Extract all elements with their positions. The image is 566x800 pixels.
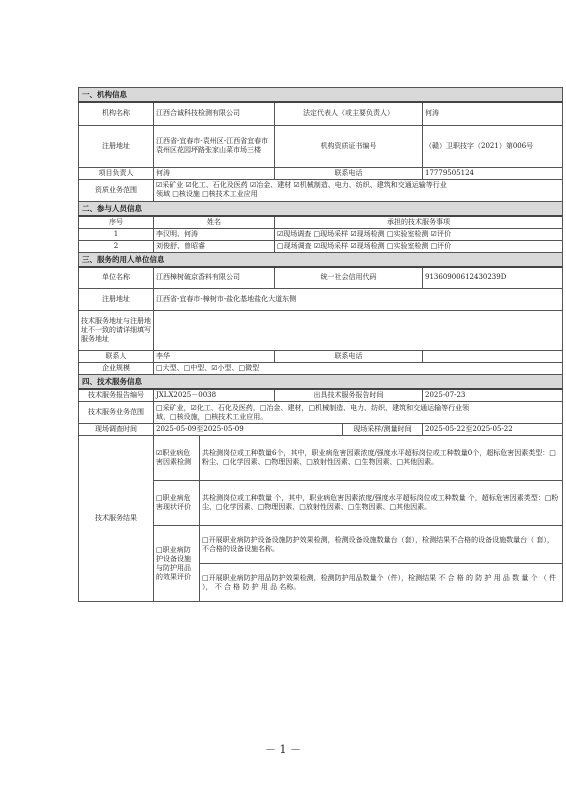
phone-label: 联系电话 (275, 167, 423, 179)
scope-line-2: 领域 □核设施 □核技术工业应用 (156, 190, 258, 198)
scope-line-1: ☑采矿业 ☑化工、石化及医药 ☑冶金、建材 ☑机械制造、电力、纺织、建筑和交通运输等行业 (156, 181, 447, 189)
result-3-text-2: □开展职业病防护用品防护效果检测，检测防护用品数量个（件），检测结果 不 合 格 的 防 护 用 品 数 量 个 （ 件 ）， 不 合 格 防 护 用 品 名称。 (200, 564, 563, 602)
pm: 何涛 (154, 167, 275, 179)
result-1-label: ☑职业病危害因素检测 (154, 436, 200, 481)
reg-addr-label: 注册地址 (79, 125, 154, 167)
unit-label: 单位名称 (79, 267, 154, 289)
result-3-text-1: □开展职业病防护设备设施防护效果检测，检测设备设施数量台（套），检测结果不合格的设备设施数量台（ 套）， 不合格的设备设施名称。 (200, 526, 563, 564)
section-3-title: 三、服务的用人单位信息 (79, 252, 563, 267)
org-name-label: 机构名称 (79, 102, 154, 125)
contact-phone (423, 351, 563, 363)
legal-rep-label: 法定代表人（或主要负责人） (275, 102, 423, 125)
result-2-label: □职业病危害现状评价 (154, 481, 200, 526)
contact: 李华 (154, 351, 275, 363)
contact-phone-label: 联系电话 (275, 351, 423, 363)
unit-reg-addr-label: 注册地址 (79, 289, 154, 311)
biz-line-2: 域，□核设施，□核技术工业应用。 (156, 412, 268, 421)
size-label: 企业规模 (79, 363, 154, 375)
svc-addr (154, 311, 563, 351)
pm-label: 项目负责人 (79, 167, 154, 179)
report-date-label: 出具技术服务报告时间 (275, 389, 423, 402)
report-date: 2025-07-23 (423, 389, 563, 402)
result-1-text: 共检测岗位或工种数量6个，其中，职业病危害因素浓度/强度水平超标岗位或工种数量0个，超标危害因素类型：□粉尘、□化学因素、□物理因素、□放射性因素、□生物因素、□其他因素。 (200, 436, 563, 481)
info-table (78, 87, 563, 602)
table-row (79, 228, 563, 240)
credit-code: 91360900612430239D (423, 267, 563, 289)
row-name: 刘俊舒、曾昭睿 (154, 240, 275, 252)
survey-label: 现场调查时间 (79, 424, 154, 436)
credit-label: 统一社会信用代码 (275, 267, 423, 289)
row-task: ☑现场调查 □现场采样 ☑现场检测 □实验室检测 ☑评价 (275, 228, 563, 240)
size-value: □大型、□中型、☑小型、□微型 (154, 363, 563, 375)
page-number: － 1 － (265, 743, 301, 756)
sampling-dates: 2025-05-22至2025-05-22 (423, 424, 563, 436)
scope-label: 资质业务范围 (79, 179, 154, 201)
report-no-label: 技术服务报告编号 (79, 389, 154, 402)
report-no: JXLX2025－0038 (154, 389, 275, 402)
row-no: 2 (79, 240, 154, 252)
cert-label: 机构资质证书编号 (275, 125, 423, 167)
biz-scope-label: 技术服务业务范围 (79, 402, 154, 424)
scope-value (154, 179, 563, 201)
result-label: 技术服务结果 (79, 436, 154, 602)
col-header-name: 姓名 (154, 216, 275, 229)
result-2-text: 共检测岗位或工种数量 个，其中，职业病危害因素浓度/强度水平超标岗位或工种数量 个，超标危害因素类型：□粉尘、□化学因素、□物理因素、□放射性因素、□生物因素、□其他因素。 (200, 481, 563, 526)
sampling-label: 现场采样/测量时间 (343, 424, 423, 436)
row-no: 1 (79, 228, 154, 240)
cert-no: （赣）卫职技字（2021）第006号 (423, 125, 563, 167)
result-3-label: □职业病防护设备设施与防护用品的效果评价 (154, 526, 200, 602)
section-1-title: 一、机构信息 (79, 88, 563, 103)
biz-line-1: □采矿业，☑化工、石化及医药，□冶金、建材，□机械制造、电力、纺织、建筑和交通运输等行业领 (156, 403, 470, 412)
survey-dates: 2025-05-09至2025-05-09 (154, 424, 343, 436)
unit-name: 江西樟树破京香料有限公司 (154, 267, 275, 289)
unit-reg-addr: 江西省-宜春市-樟树市-盐化基地盐化大道东侧 (154, 289, 563, 311)
legal-rep: 何涛 (423, 102, 563, 125)
row-task: □现场调查 ☑现场采样 ☑现场检测 □实验室检测 □评价 (275, 240, 563, 252)
col-header-no: 序号 (79, 216, 154, 229)
col-header-task: 承担的技术服务事项 (275, 216, 563, 229)
svc-addr-label: 技术服务地址与注册地址不一致的请详细填写服务地址 (79, 311, 154, 351)
org-name: 江西合诚科技检测有限公司 (154, 102, 275, 125)
section-2-title: 二、参与人员信息 (79, 201, 563, 216)
contact-label: 联系人 (79, 351, 154, 363)
reg-addr: 江西省-宜春市-袁州区-江西省宜春市袁州区花园坪路张家山菜市场三楼 (154, 125, 275, 167)
row-name: 李汉明、何涛 (154, 228, 275, 240)
section-4-title: 四、技术服务信息 (79, 375, 563, 390)
phone: 17779505124 (423, 167, 563, 179)
table-row (79, 240, 563, 252)
biz-scope-value (154, 402, 563, 424)
